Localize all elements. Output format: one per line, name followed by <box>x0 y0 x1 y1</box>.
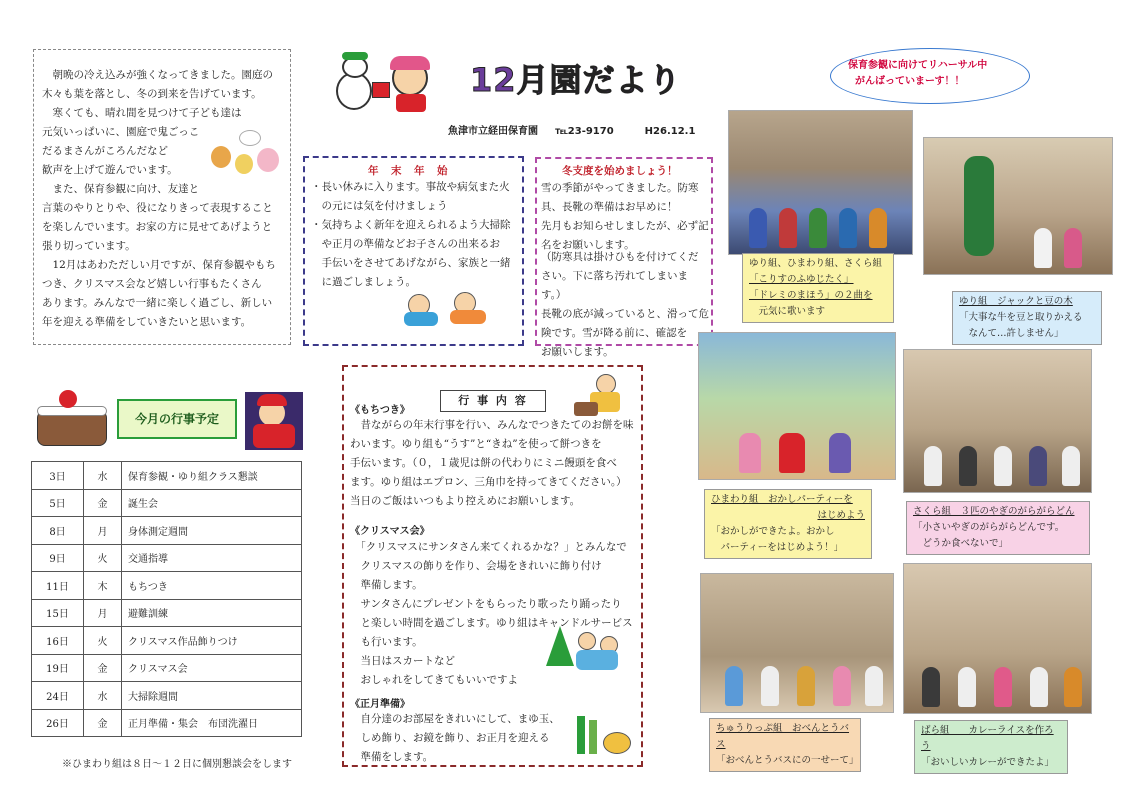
cake-illustration <box>33 390 111 448</box>
schedule-table <box>31 461 302 737</box>
fuyujitaku-p1: 雪の季節がやってきました。防寒 具、長靴の準備はお早めに！ 先月もお知らせしましたが、必ず記 名をお願いします。 <box>541 182 709 251</box>
schedule-day: 26日 <box>32 709 84 737</box>
schedule-weekday: 木 <box>84 572 122 600</box>
schedule-event: 避難訓練 <box>122 599 302 627</box>
schedule-event: 身体測定週間 <box>122 517 302 545</box>
mochi-heading: 《もちつき》 <box>350 405 410 416</box>
school-name: 魚津市立経田保育園 <box>448 126 538 137</box>
page-title: 12月園だより <box>470 61 682 99</box>
schedule-event: 保育参観・ゆり組クラス懇談 <box>122 462 302 490</box>
photo-okashi-party <box>698 332 896 480</box>
issue-date: H26.12.1 <box>644 126 696 137</box>
schedule-row <box>32 544 302 572</box>
bubble-line2: がんばっていまーす！！ <box>855 76 965 87</box>
shogatsu-text: 自分達のお部屋をきれいにして、まゆ玉、 しめ飾り、お鏡を飾り、お正月を迎える 準備をします。 <box>360 713 560 763</box>
caption-jack: ゆり組 ジャックと豆の木 「大事な牛を豆と取りかえる なんて…許しません」 <box>952 291 1102 345</box>
schedule-day: 9日 <box>32 544 84 572</box>
xmas-heading: 《クリスマス会》 <box>350 526 430 537</box>
intro-text: 朝晩の冷え込みが強くなってきました。園庭の 木々も葉を落とし、冬の到来を告げています。 寒くても、晴れ間を見つけて子ども達は 元気いっぱいに、園庭で鬼ごっこ だるまさんがころんだなど 歓声を上げて遊んでいます。 また、保育参観に向け、友達と 言葉のやりとりや、役になりきって表現すること を楽しんでいます。お家の方に見せてあげようと 張り切っています。 12月はあわただしい月ですが、保育参観やもち つき、クリスマス会など嬉しい行事もたくさん あります。みんなで一緒に楽しく過ごし、新しい 年を迎える準備をしていきたいと思います。 <box>42 69 276 328</box>
schedule-row <box>32 572 302 600</box>
caption-choir: ゆり組、ひまわり組、さくら組 「こりすのふゆじたく」 「ドレミのまほう」の２曲を 元気に歌います <box>742 253 894 323</box>
bubble-line1: 保育参観に向けてリハーサル中 <box>848 60 988 71</box>
events-title: 行 事 内 容 <box>440 390 546 412</box>
schedule-weekday: 水 <box>84 682 122 710</box>
children-illustration <box>404 290 494 330</box>
caption-obento: ちゅうりっぷ組 おべんとうバス 「おべんとうバスにの一せーて」 <box>709 718 861 772</box>
schedule-weekday: 月 <box>84 517 122 545</box>
schedule-day: 24日 <box>32 682 84 710</box>
schedule-day: 5日 <box>32 489 84 517</box>
schedule-row <box>32 654 302 682</box>
schedule-weekday: 金 <box>84 709 122 737</box>
schedule-weekday: 火 <box>84 544 122 572</box>
mochi-text: 昔ながらの年末行事を行い、みんなでつきたてのお餅を味 わいます。ゆり組も“うす”と“きね”を使って餅つきを 手伝います。（０，１歳児は餅の代わりにミニ饅頭を食べ ます。ゆり組はエプロン、三角巾を持ってきてください。） 当日のご飯はいつもより控えめにお願いします。 <box>350 419 634 507</box>
santa-illustration <box>245 392 303 450</box>
schedule-note: ※ひまわり組は８日～１２日に個別懇談会をします <box>62 759 292 770</box>
nenmatsu-title: 年 末 年 始 <box>368 165 449 177</box>
schedule-event: 交通指導 <box>122 544 302 572</box>
photo-three-goats <box>903 349 1092 493</box>
schedule-row <box>32 627 302 655</box>
caption-curry: ばら組 カレーライスを作ろう 「おいしいカレーができたよ」 <box>914 720 1068 774</box>
photo-choir <box>728 110 913 255</box>
schedule-event: 大掃除週間 <box>122 682 302 710</box>
shogatsu-heading: 《正月準備》 <box>350 699 410 710</box>
new-year-decoration-illustration <box>575 712 635 756</box>
fuyujitaku-title: 冬支度を始めましょう！ <box>562 165 678 177</box>
schedule-weekday: 水 <box>84 462 122 490</box>
mochitsuki-illustration <box>574 374 630 418</box>
schedule-weekday: 金 <box>84 654 122 682</box>
schedule-row <box>32 599 302 627</box>
christmas-tree-illustration <box>542 626 622 674</box>
caption-goats: さくら組 ３匹のやぎのがらがらどん 「小さいやぎのがらがらどんです。 どうか食べないで」 <box>906 501 1090 555</box>
schedule-day: 16日 <box>32 627 84 655</box>
photo-curry-rice <box>903 563 1092 714</box>
schedule-event: もちつき <box>122 572 302 600</box>
schedule-row <box>32 709 302 737</box>
nenmatsu-text: ・長い休みに入ります。事故や病気また火 の元には気を付けましょう ・気持ちよく新年を迎えられるよう大掃除 や正月の準備などお子さんの出来るお 手伝いをさせてあげながら、家族と一緒 に過ごしましょう。 <box>311 181 511 288</box>
snowman-illustration <box>328 52 438 114</box>
schedule-row <box>32 462 302 490</box>
schedule-event: 正月準備・集会 布団洗濯日 <box>122 709 302 737</box>
schedule-event: クリスマス作品飾りつけ <box>122 627 302 655</box>
schedule-weekday: 月 <box>84 599 122 627</box>
photo-jack-beanstalk <box>923 137 1113 275</box>
schedule-row <box>32 517 302 545</box>
schedule-event: クリスマス会 <box>122 654 302 682</box>
schedule-day: 8日 <box>32 517 84 545</box>
schedule-day: 19日 <box>32 654 84 682</box>
photo-obento-bus <box>700 573 894 713</box>
schedule-row <box>32 489 302 517</box>
kids-playing-illustration <box>205 130 285 186</box>
header-info <box>448 122 695 137</box>
schedule-weekday: 金 <box>84 489 122 517</box>
schedule-row <box>32 682 302 710</box>
schedule-title: 今月の行事予定 <box>117 399 237 439</box>
phone: ℡23-9170 <box>554 126 614 137</box>
schedule-day: 11日 <box>32 572 84 600</box>
schedule-event: 誕生会 <box>122 489 302 517</box>
xmas-text: 「クリスマスにサンタさん来てくれるかな？」とみんなで クリスマスの飾りを作り、会場をきれいに飾り付け 準備します。 サンタさんにプレゼントをもらったり歌ったり踊ったり と楽しい時間を過ごします。ゆり組はキャンドルサービス も行います。 当日はスカートなど おしゃれをしてきてもいいですよ <box>360 541 633 686</box>
caption-okashi: ひまわり組 おかしパーティーを はじめよう 「おかしができたよ。おかし パーティーをはじめよう！」 <box>704 489 872 559</box>
schedule-day: 3日 <box>32 462 84 490</box>
schedule-day: 15日 <box>32 599 84 627</box>
fuyujitaku-p2: （防寒具は掛けひもを付けてくだ さい。下に落ち汚れてしまいます。） 長靴の底が減っていると、滑って危 険です。雪が降る前に、確認を お願いします。 <box>541 251 709 358</box>
schedule-weekday: 火 <box>84 627 122 655</box>
